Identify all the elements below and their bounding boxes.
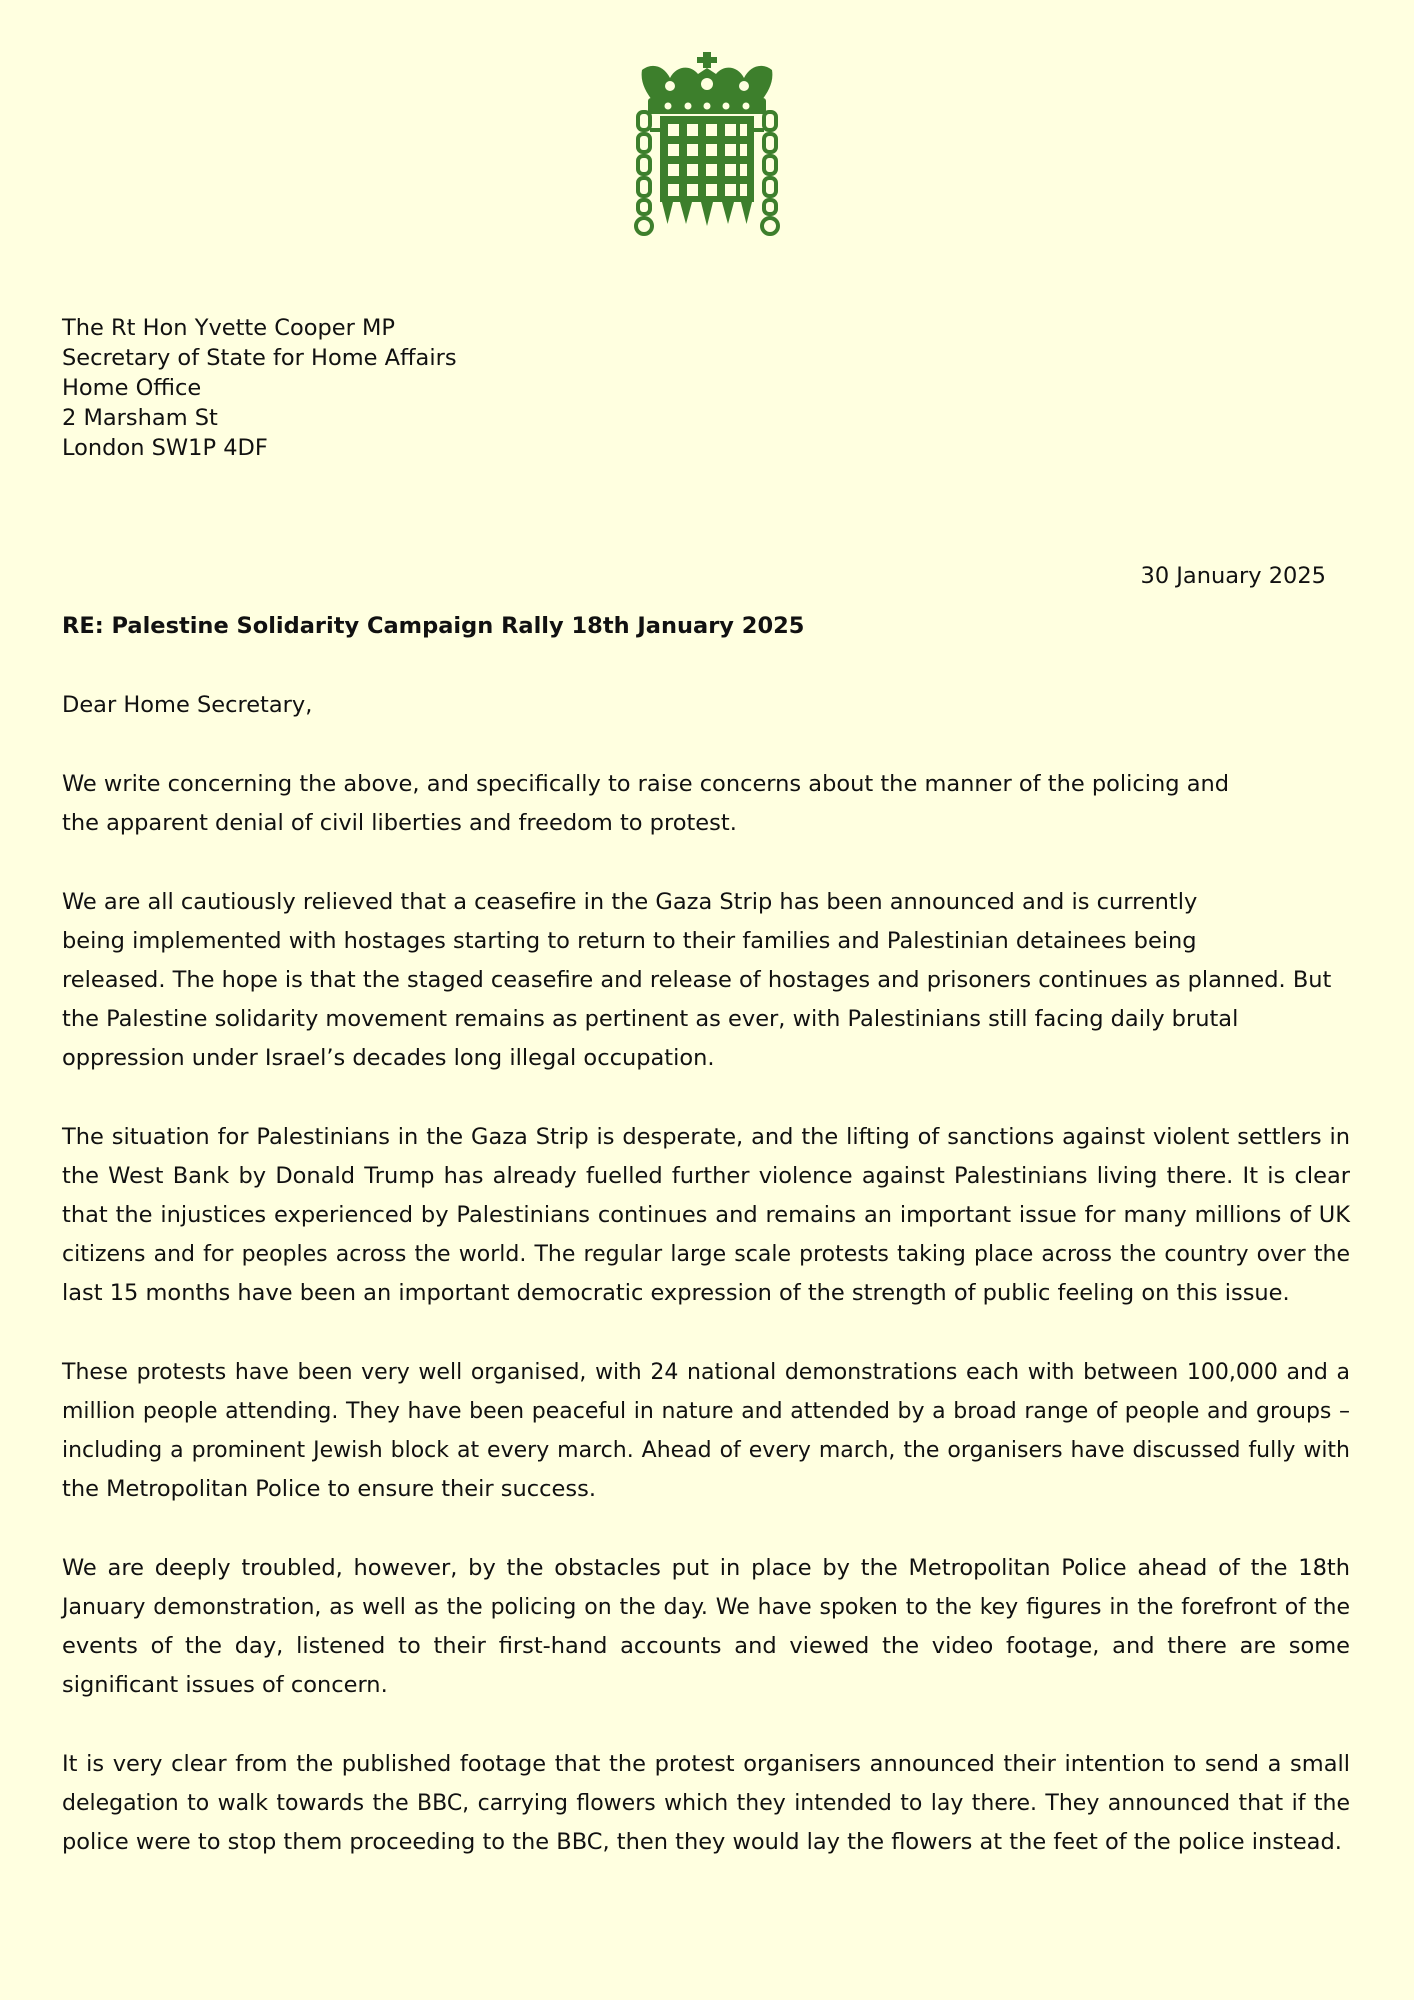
letter-subject: RE: Palestine Solidarity Campaign Rally 18th January 2025: [62, 613, 805, 639]
letter-body: [62, 686, 1350, 1902]
paragraph-2: [62, 883, 1350, 1078]
paragraph-line: including a prominent Jewish block at every march. Ahead of every march, the organisers have discussed fully with: [62, 1438, 1350, 1463]
letter-date: 30 January 2025: [1140, 563, 1326, 589]
paragraph-line: being implemented with hostages starting to return to their families and Palestinian detainees being: [62, 928, 1197, 954]
paragraph-6: [62, 1745, 1350, 1862]
paragraph-line: released. The hope is that the staged ceasefire and release of hostages and prisoners continues as planned. But: [62, 967, 1332, 993]
recipient-street: 2 Marsham St: [62, 405, 218, 431]
paragraph-line: the Palestine solidarity movement remains as pertinent as ever, with Palestinians still facing daily brutal: [62, 1006, 1239, 1032]
paragraph-line: These protests have been very well organised, with 24 national demonstrations each with between 100,000 and a: [62, 1360, 1350, 1385]
paragraph-line: citizens and for peoples across the world. The regular large scale protests taking place across the country over the: [62, 1242, 1350, 1267]
paragraph-line: significant issues of concern.: [62, 1672, 388, 1698]
paragraph-line: oppression under Israel’s decades long illegal occupation.: [62, 1045, 715, 1071]
paragraph-line: We are deeply troubled, however, by the obstacles put in place by the Metropolitan Police ahead of the 18th: [62, 1555, 1350, 1581]
paragraph-line: that the injustices experienced by Palestinians continues and remains an important issue for many millions of UK: [62, 1202, 1350, 1228]
paragraph-5: [62, 1549, 1350, 1705]
paragraph-line: million people attending. They have been peaceful in nature and attended by a broad range of people and groups –: [62, 1399, 1350, 1424]
recipient-title: Secretary of State for Home Affairs: [62, 345, 457, 371]
paragraph-line: police were to stop them proceeding to the BBC, then they would lay the flowers at the feet of the police instead.: [62, 1829, 1342, 1855]
paragraph-line: It is very clear from the published footage that the protest organisers announced their intention to send a small: [62, 1751, 1350, 1777]
salutation: Dear Home Secretary,: [62, 692, 313, 718]
paragraph-line: We write concerning the above, and specifically to raise concerns about the manner of the policing and: [62, 771, 1230, 797]
recipient-address: [62, 313, 762, 463]
paragraph-1: [62, 765, 1350, 843]
portcullis-crest-icon: [632, 52, 782, 238]
paragraph-line: the apparent denial of civil liberties and freedom to protest.: [62, 810, 737, 836]
paragraph-line: delegation to walk towards the BBC, carrying flowers which they intended to lay there. They announced that if the: [62, 1791, 1350, 1816]
recipient-department: Home Office: [62, 375, 202, 401]
paragraph-line: We are all cautiously relieved that a ceasefire in the Gaza Strip has been announced and is currently: [62, 889, 1198, 915]
recipient-city: London SW1P 4DF: [62, 435, 268, 461]
paragraph-line: the West Bank by Donald Trump has already fuelled further violence against Palestinians living there. It is clear: [62, 1163, 1350, 1189]
paragraph-line: The situation for Palestinians in the Gaza Strip is desperate, and the lifting of sanctions against violent settlers in: [62, 1124, 1350, 1150]
paragraph-4: [62, 1353, 1350, 1509]
paragraph-3: [62, 1118, 1350, 1313]
paragraph-line: January demonstration, as well as the policing on the day. We have spoken to the key figures in the forefront of the: [62, 1595, 1350, 1620]
paragraph-line: last 15 months have been an important democratic expression of the strength of public feeling on this issue.: [62, 1280, 1290, 1306]
recipient-name: The Rt Hon Yvette Cooper MP: [62, 315, 395, 341]
paragraph-line: the Metropolitan Police to ensure their success.: [62, 1476, 596, 1502]
paragraph-line: events of the day, listened to their first-hand accounts and viewed the video footage, and there are some: [62, 1633, 1350, 1659]
